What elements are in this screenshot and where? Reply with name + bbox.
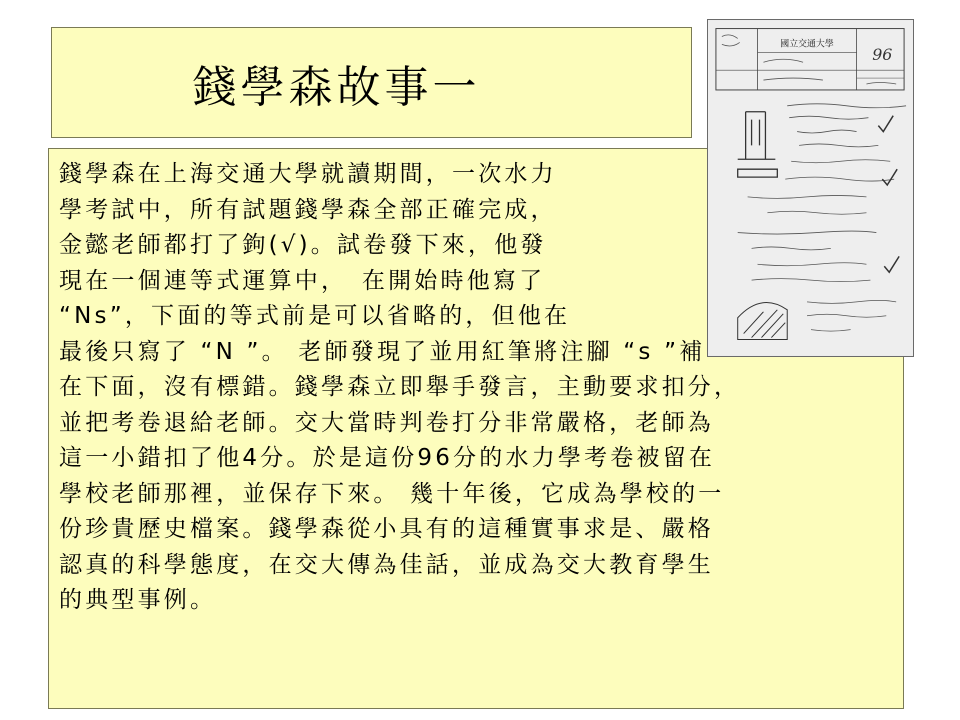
story-line: 金懿老師都打了鉤(√)。試卷發下來，他發	[59, 232, 547, 258]
story-line: 認真的科學態度，在交大傳為佳話，並成為交大教育學生	[59, 551, 714, 578]
story-line: 這一小錯扣了他4分。於是這份96分的水力學考卷被留在	[59, 445, 716, 471]
exam-paper-drawing	[708, 20, 913, 356]
exam-paper-photo	[707, 19, 914, 357]
exam-score-text: 96	[872, 45, 893, 65]
story-line: 現在一個連等式運算中， 在開始時他寫了	[59, 267, 546, 294]
story-line: 並把考卷退給老師。交大當時判卷打分非常嚴格，老師為	[59, 409, 714, 436]
story-line: 學考試中，所有試題錢學森全部正確完成，	[59, 196, 557, 223]
story-line: 最後只寫了 “N ”。 老師發現了並用紅筆將注腳 “s ”補	[59, 338, 706, 365]
exam-header-text: 國立交通大學	[780, 39, 834, 50]
story-line: 的典型事例。	[59, 587, 217, 613]
story-line: 在下面，沒有標錯。錢學森立即舉手發言，主動要求扣分，	[59, 374, 741, 400]
title-box	[51, 27, 692, 138]
page-title: 錢學森故事一	[192, 61, 481, 113]
story-line: 錢學森在上海交通大學就讀期間，一次水力	[59, 161, 557, 187]
story-line: 學校老師那裡，並保存下來。 幾十年後，它成為學校的一	[59, 480, 725, 507]
story-line: “Ns”，下面的等式前是可以省略的，但他在	[59, 303, 571, 329]
story-line: 份珍貴歷史檔案。錢學森從小具有的這種實事求是、嚴格	[59, 516, 714, 542]
